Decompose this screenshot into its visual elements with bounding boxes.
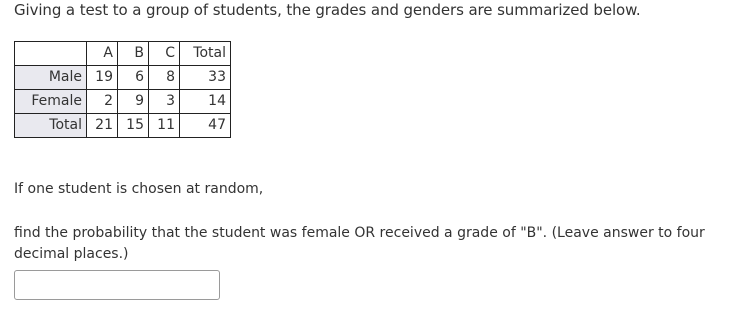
header-cell-b: B <box>118 42 149 66</box>
cell-male-c: 8 <box>149 66 180 90</box>
table-row-total <box>15 114 231 138</box>
cell-female-a: 2 <box>87 90 118 114</box>
cell-male-total: 33 <box>180 66 231 90</box>
row-label-female: Female <box>15 90 87 114</box>
table-row-female <box>15 90 231 114</box>
table-row-male <box>15 66 231 90</box>
header-cell-blank <box>15 42 87 66</box>
intro-text: Giving a test to a group of students, the grades and genders are summarized below. <box>14 1 641 19</box>
header-cell-c: C <box>149 42 180 66</box>
cell-total-c: 11 <box>149 114 180 138</box>
cell-female-c: 3 <box>149 90 180 114</box>
prompt-text: If one student is chosen at random, <box>14 181 264 197</box>
answer-input[interactable] <box>14 270 220 300</box>
header-cell-a: A <box>87 42 118 66</box>
cell-total-b: 15 <box>118 114 149 138</box>
row-label-total: Total <box>15 114 87 138</box>
cell-total-total: 47 <box>180 114 231 138</box>
cell-female-total: 14 <box>180 90 231 114</box>
row-label-male: Male <box>15 66 87 90</box>
cell-male-a: 19 <box>87 66 118 90</box>
question-text: find the probability that the student was female OR received a grade of "B". (Leave answer to four decimal places.) <box>14 225 705 262</box>
cell-male-b: 6 <box>118 66 149 90</box>
cell-total-a: 21 <box>87 114 118 138</box>
cell-female-b: 9 <box>118 90 149 114</box>
grades-table <box>14 41 231 138</box>
table-header-row <box>15 42 231 66</box>
header-cell-total: Total <box>180 42 231 66</box>
